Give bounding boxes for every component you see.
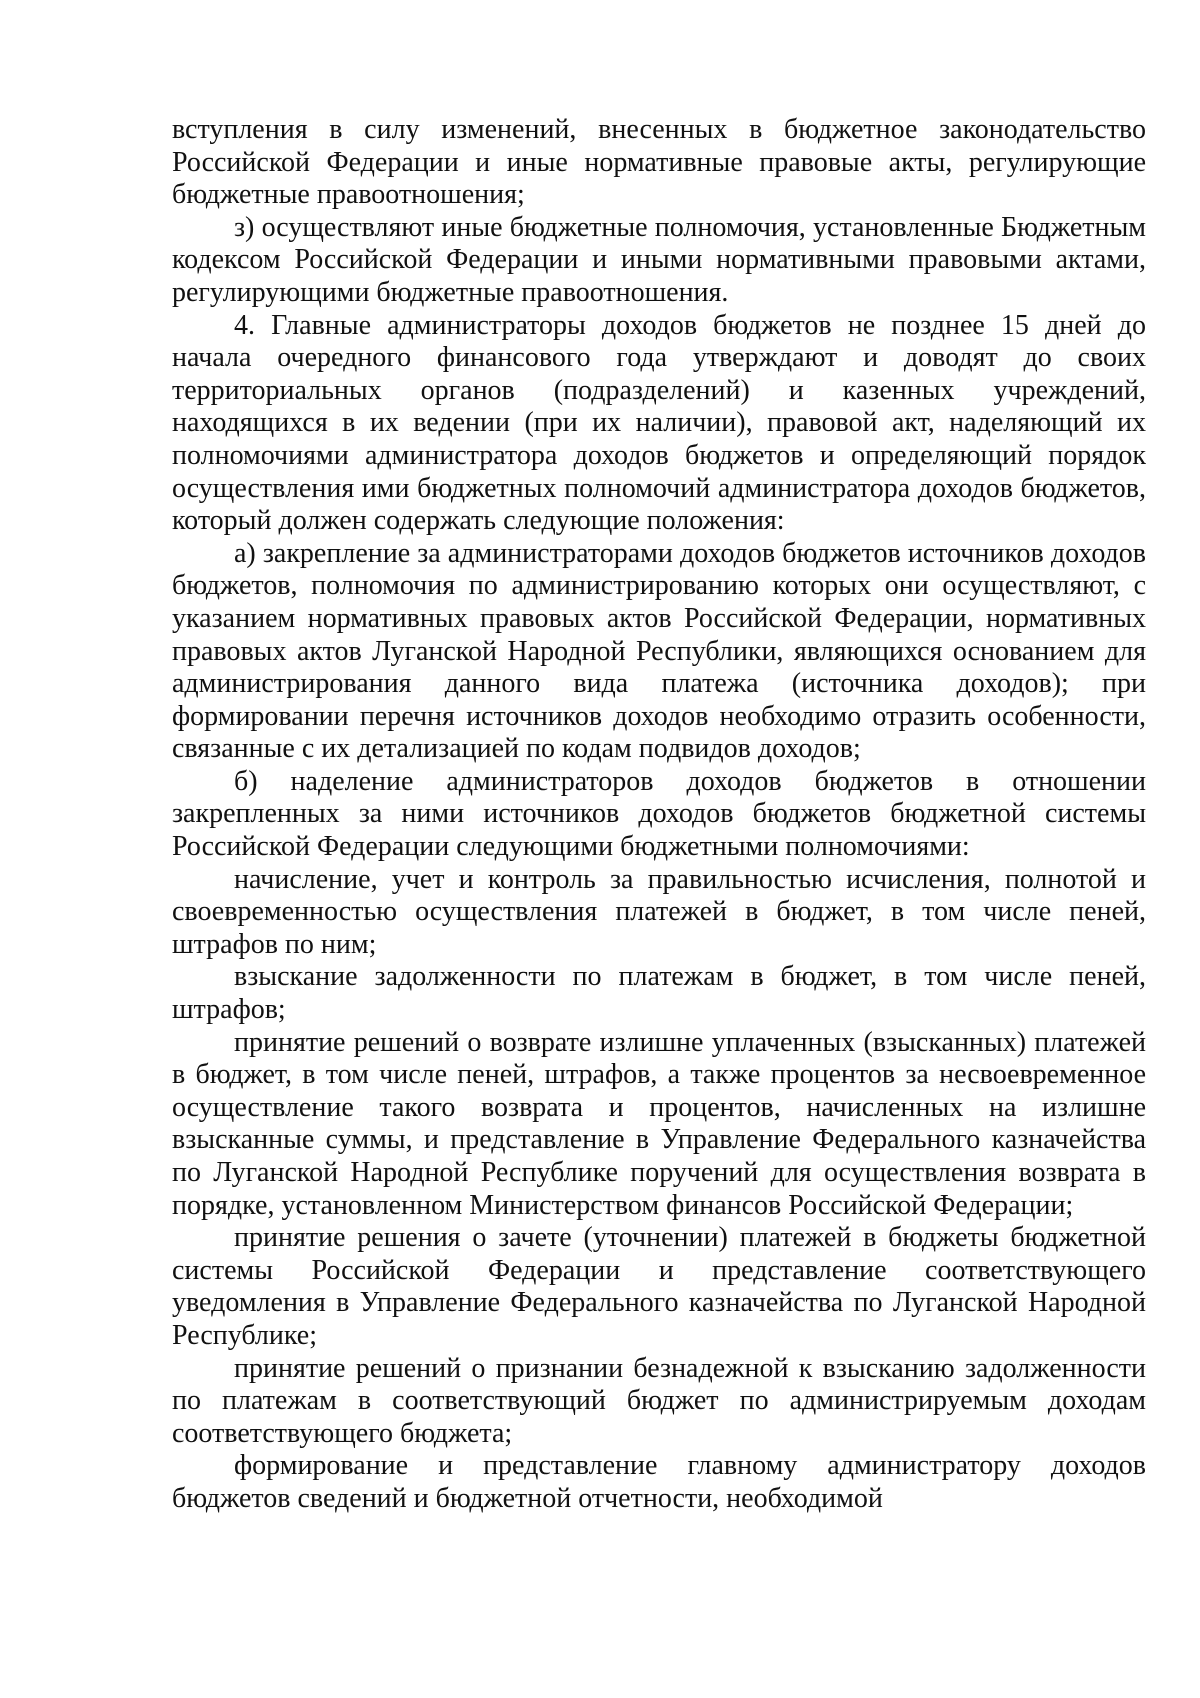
- paragraph-accrual: начисление, учет и контроль за правильностью исчисления, полнотой и своевременностью осуществления платежей в бюджет, в том числе пеней, штрафов по ним;: [172, 863, 1146, 960]
- paragraph-continuation: вступления в силу изменений, внесенных в бюджетное законодательство Российской Федерации и иные нормативные правовые акты, регулирующие бюджетные правоотношения;: [172, 114, 1146, 211]
- paragraph-item-z: з) осуществляют иные бюджетные полномочия, установленные Бюджетным кодексом Российской Федерации и иными нормативными правовыми актами, регулирующими бюджетные правоотношения.: [172, 211, 1146, 308]
- document-body: [172, 114, 1146, 1516]
- paragraph-item-a: а) закрепление за администраторами доходов бюджетов источников доходов бюджетов, полномочия по администрированию которых они осуществляют, с указанием нормативных правовых актов Российской Федерации, нормативных правовых актов Луганской Народной Республики, являющихся основанием для администрирования данного вида платежа (источника доходов); при формировании перечня источников доходов необходимо отразить особенности, связанные с их детализацией по кодам подвидов доходов;: [172, 537, 1146, 765]
- paragraph-section-4: 4. Главные администраторы доходов бюджетов не позднее 15 дней до начала очередного финансового года утверждают и доводят до своих территориальных органов (подразделений) и казенных учреждений, находящихся в их ведении (при их наличии), правовой акт, наделяющий их полномочиями администратора доходов бюджетов и определяющий порядок осуществления ими бюджетных полномочий администратора доходов бюджетов, который должен содержать следующие положения:: [172, 309, 1146, 537]
- paragraph-item-b: б) наделение администраторов доходов бюджетов в отношении закрепленных за ними источников доходов бюджетов бюджетной системы Российской Федерации следующими бюджетными полномочиями:: [172, 765, 1146, 863]
- paragraph-debt-collection: взыскание задолженности по платежам в бюджет, в том числе пеней, штрафов;: [172, 961, 1146, 1026]
- paragraph-offset-decision: принятие решения о зачете (уточнении) платежей в бюджеты бюджетной системы Российской Федерации и представление соответствующего уведомления в Управление Федерального казначейства по Луганской Народной Республике;: [172, 1222, 1146, 1351]
- paragraph-bad-debt: принятие решений о признании безнадежной к взысканию задолженности по платежам в соответствующий бюджет по администрируемым доходам соответствующего бюджета;: [172, 1352, 1146, 1449]
- paragraph-refund-decisions: принятие решений о возврате излишне уплаченных (взысканных) платежей в бюджет, в том числе пеней, штрафов, а также процентов за несвоевременное осуществление такого возврата и процентов, начисленных на излишне взысканные суммы, и представление в Управление Федерального казначейства по Луганской Народной Республике поручений для осуществления возврата в порядке, установленном Министерством финансов Российской Федерации;: [172, 1026, 1146, 1221]
- paragraph-reporting: формирование и представление главному администратору доходов бюджетов сведений и бюджетной отчетности, необходимой: [172, 1450, 1146, 1514]
